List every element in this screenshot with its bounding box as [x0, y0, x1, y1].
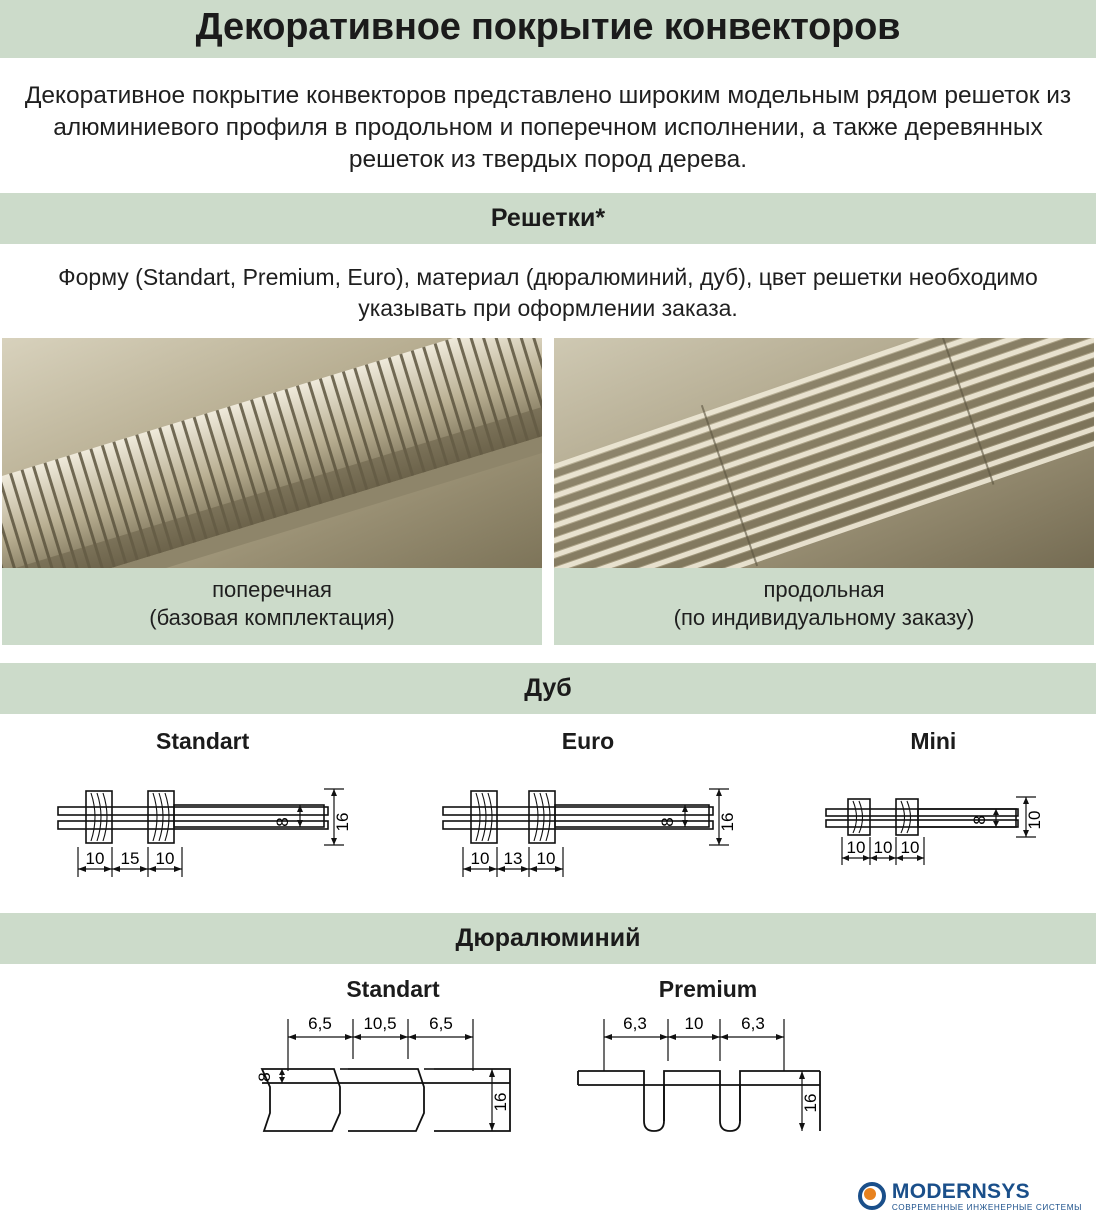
oak-standart-dim-10b: 10: [155, 848, 175, 868]
dural-premium-dim-10: 10: [684, 1013, 704, 1033]
grille-cross-photo: [2, 338, 542, 568]
oak-item-euro: [433, 728, 743, 895]
section-band-oak: [0, 663, 1096, 714]
section-band-dural: [0, 913, 1096, 964]
dural-premium-dim-16: 16: [801, 1093, 820, 1113]
oak-standart-dim-10a: 10: [85, 848, 105, 868]
modernsys-mark-icon: [858, 1182, 886, 1210]
oak-euro-dim-10a: 10: [470, 848, 490, 868]
grille-card-cross: [2, 338, 542, 645]
dural-standart-drawing: [248, 1009, 538, 1144]
dural-standart-dim-105: 10,5: [363, 1013, 397, 1033]
page-header: [0, 0, 1096, 58]
oak-euro-dim-16: 16: [717, 812, 737, 832]
grille-long-caption-line2: (по индивидуальному заказу): [673, 605, 975, 631]
oak-standart-dim-8: 8: [272, 817, 292, 827]
oak-mini-dim-10c: 10: [900, 837, 920, 857]
dural-item-premium: [568, 976, 848, 1144]
dural-premium-name: Premium: [658, 975, 758, 1002]
oak-item-mini: [818, 728, 1048, 895]
company-logo: [858, 1181, 1082, 1212]
oak-item-standart: [48, 728, 358, 895]
oak-section-title: Дуб: [524, 673, 572, 702]
oak-euro-dim-13: 13: [503, 848, 523, 868]
dural-section-title: Дюралюминий: [455, 923, 641, 952]
grille-photo-row: [0, 338, 1096, 645]
dural-item-standart: [248, 976, 538, 1144]
grille-long-caption-line1: продольная: [763, 576, 885, 602]
oak-mini-name: Mini: [910, 727, 957, 754]
grille-cross-caption-line1: поперечная: [212, 576, 332, 602]
oak-mini-dim-10: 10: [1025, 810, 1045, 830]
oak-standart-name: Standart: [156, 727, 250, 754]
logo-text-block: [892, 1181, 1082, 1212]
oak-standart-drawing: [48, 765, 358, 895]
dural-items-row: [0, 964, 1096, 1144]
logo-tagline: СОВРЕМЕННЫЕ ИНЖЕНЕРНЫЕ СИСТЕМЫ: [891, 1202, 1082, 1212]
grilles-section-title: Решетки*: [490, 204, 606, 233]
grille-cross-caption: [2, 568, 542, 635]
grilles-description: Форму (Standart, Premium, Euro), материал (дюралюминий, дуб), цвет решетки необходимо указывать при оформлении заказа.: [58, 264, 1038, 321]
dural-standart-dim-65a: 6,5: [308, 1013, 332, 1033]
grille-long-photo: [554, 338, 1094, 568]
oak-mini-dim-10a: 10: [846, 837, 866, 857]
section-band-grilles: [0, 193, 1096, 244]
oak-mini-dim-8: 8: [970, 815, 990, 825]
logo-company-name: MODERNSYS: [891, 1179, 1030, 1203]
oak-standart-dim-16: 16: [332, 812, 352, 832]
dural-standart-name: Standart: [346, 975, 440, 1002]
oak-euro-name: Euro: [561, 727, 615, 754]
dural-standart-dim-65b: 6,5: [429, 1013, 453, 1033]
oak-euro-dim-10b: 10: [536, 848, 556, 868]
oak-mini-drawing: [818, 765, 1048, 895]
dural-premium-dim-63b: 6,3: [741, 1013, 765, 1033]
oak-mini-dim-10b: 10: [873, 837, 893, 857]
dural-standart-dim-16: 16: [491, 1092, 510, 1112]
page-title: Декоративное покрытие конвекторов: [195, 6, 901, 48]
dural-standart-dim-8: 8: [255, 1072, 274, 1082]
grille-cross-caption-line2: (базовая комплектация): [149, 605, 395, 631]
grille-card-long: [554, 338, 1094, 645]
oak-euro-drawing: [433, 765, 743, 895]
oak-items-row: [0, 714, 1096, 901]
grille-long-caption: [554, 568, 1094, 635]
intro-paragraph: Декоративное покрытие конвекторов представлено широким модельным рядом решеток из алюминиевого профиля в продольном и поперечном исполнении, а также деревянных решеток из твердых пород дерева.: [24, 81, 1072, 173]
dural-premium-dim-63a: 6,3: [623, 1013, 647, 1033]
dural-premium-drawing: [568, 1009, 848, 1144]
oak-standart-dim-15: 15: [120, 848, 140, 868]
oak-euro-dim-8: 8: [657, 817, 677, 827]
